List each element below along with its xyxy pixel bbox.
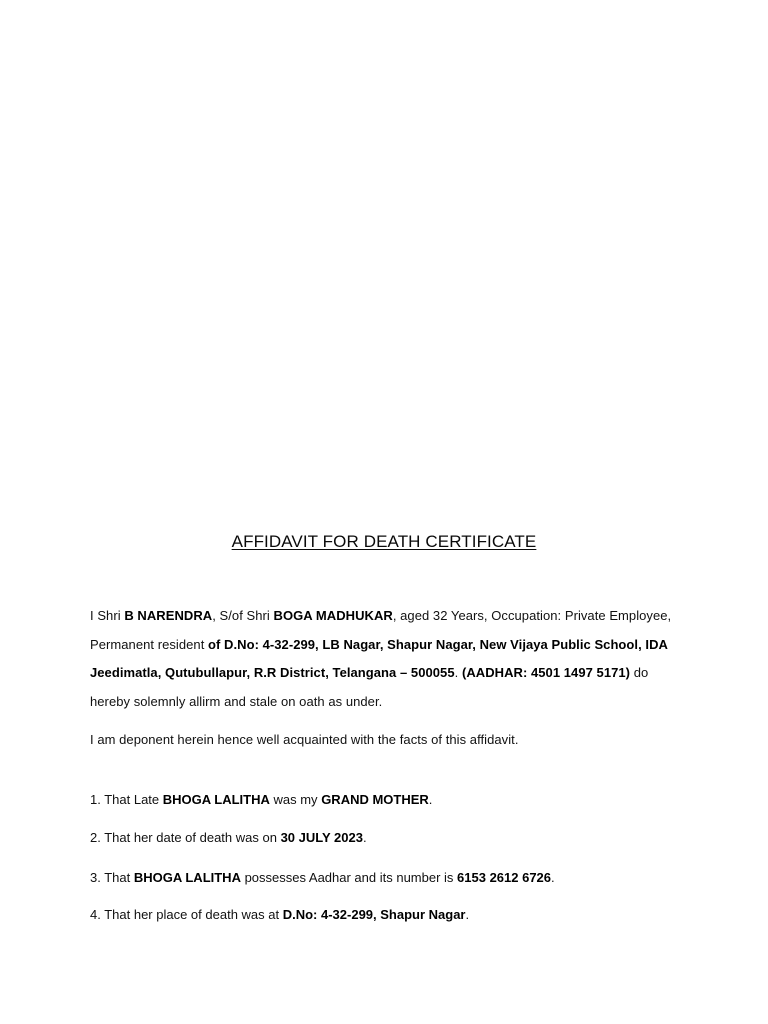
deceased-name-repeat: BHOGA LALITHA	[133, 870, 241, 885]
statement-item-4	[90, 905, 710, 925]
item1-text-3: .	[428, 792, 433, 807]
para1-text-3: , aged 32 Years, Occupation: Private Employee, Permanent resident	[90, 608, 672, 652]
item3-text-1: 3. That	[90, 870, 134, 885]
item3-text-2: possesses Aadhar and its number is	[240, 870, 458, 885]
deceased-aadhar: 6153 2612 6726	[457, 870, 552, 885]
item2-text-2: .	[362, 830, 367, 845]
date-of-death: 30 JULY 2023	[280, 830, 363, 845]
statement-item-1	[90, 790, 710, 810]
item3-text-3: .	[551, 870, 555, 885]
statement-item-3	[90, 868, 710, 888]
item1-text-1: 1. That Late	[90, 792, 163, 807]
para1-text-4: .	[454, 665, 462, 680]
item4-text-2: .	[465, 907, 470, 922]
item4-text-1: 4. That her place of death was at	[90, 907, 283, 922]
item1-text-2: was my	[269, 792, 322, 807]
item2-text-1: 2. That her date of death was on	[90, 830, 281, 845]
para1-text-2: , S/of Shri	[212, 608, 274, 623]
deponent-statement: I am deponent herein hence well acquainted with the facts of this affidavit.	[90, 732, 519, 747]
relationship: GRAND MOTHER	[321, 792, 429, 807]
place-of-death: D.No: 4-32-299, Shapur Nagar	[282, 907, 466, 922]
declarant-name: B NARENDRA	[124, 608, 213, 623]
declarant-aadhar: (AADHAR: 4501 1497 5171)	[461, 665, 631, 680]
para1-text-1: I Shri	[90, 608, 125, 623]
para1-text-5: do hereby solemnly allirm and stale on oath as under.	[90, 665, 649, 709]
residence-address: of D.No: 4-32-299, LB Nagar, Shapur Nagar, New Vijaya Public School, IDA Jeedimatla, Qutubullapur, R.R District, Telangana – 500055	[90, 636, 668, 680]
declarant-paragraph	[90, 602, 690, 716]
document-title: AFFIDAVIT FOR DEATH CERTIFICATE	[231, 532, 537, 551]
deceased-name: BHOGA LALITHA	[162, 792, 270, 807]
statement-item-2	[90, 828, 710, 848]
father-name: BOGA MADHUKAR	[273, 608, 393, 623]
